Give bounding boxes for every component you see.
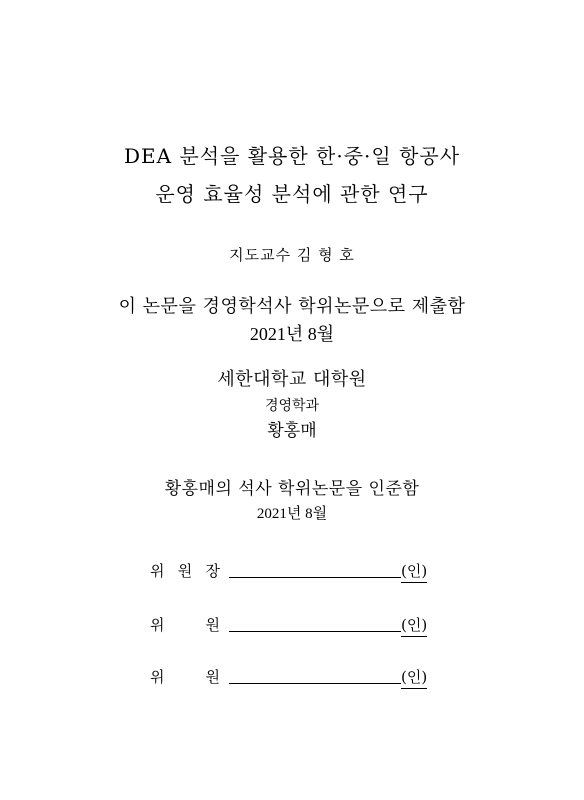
author-name: 황홍매 (267, 421, 317, 441)
signature-line[interactable] (229, 577, 401, 578)
approval-date: 2021년 8월 (256, 506, 328, 522)
approval-statement: 황홍매의 석사 학위논문을 인준함 (164, 479, 420, 499)
committee-member-label (150, 666, 220, 687)
committee-member-row-2 (0, 666, 584, 688)
label-char: 위 (150, 562, 165, 580)
thesis-title-line-2: 운영 효율성 분석에 관한 연구 (155, 182, 429, 206)
seal-mark: (인) (401, 614, 427, 637)
university-name: 세한대학교 대학원 (217, 369, 367, 390)
submission-date: 2021년 8월 (249, 324, 335, 344)
department-name: 경영학과 (264, 398, 320, 414)
signature-line[interactable] (229, 683, 401, 684)
label-char: 위 (150, 668, 165, 686)
label-char: 원 (177, 562, 193, 580)
advisor-name: 지도교수 김 형 호 (229, 246, 355, 264)
signature-line[interactable] (229, 631, 401, 632)
thesis-title-line-1: DEA 분석을 활용한 한·중·일 항공사 (123, 144, 461, 168)
label-char: 위 (150, 616, 165, 634)
label-char: 원 (205, 616, 220, 634)
committee-member-label (150, 614, 220, 635)
committee-chair-label (150, 560, 220, 581)
label-char: 원 (205, 668, 220, 686)
committee-chair-row (0, 560, 584, 582)
label-char: 장 (205, 562, 220, 580)
seal-mark: (인) (401, 666, 427, 689)
seal-mark: (인) (401, 560, 427, 583)
committee-member-row-1 (0, 614, 584, 636)
submission-statement: 이 논문을 경영학석사 학위논문으로 제출함 (118, 296, 466, 317)
